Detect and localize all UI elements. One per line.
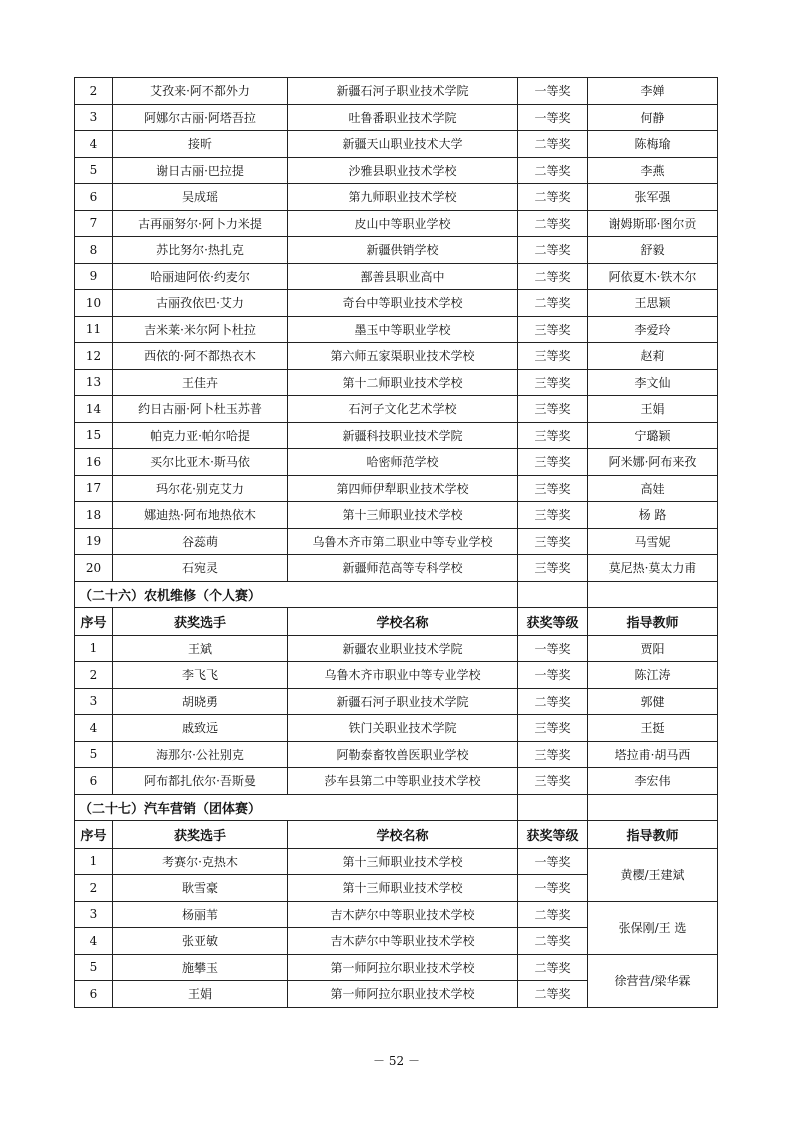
award-level: 二等奖: [518, 981, 588, 1008]
instructor-name: 杨 路: [588, 502, 718, 529]
row-number: 3: [75, 688, 113, 715]
row-number: 15: [75, 422, 113, 449]
award-level: 三等奖: [518, 528, 588, 555]
row-number: 9: [75, 263, 113, 290]
row-number: 6: [75, 768, 113, 795]
table-row: [75, 555, 718, 582]
table-row: [75, 848, 718, 875]
school-name: 新疆石河子职业技术学院: [288, 78, 518, 105]
winner-name: 阿布都扎依尔·吾斯曼: [113, 768, 288, 795]
winner-name: 帕克力亚·帕尔哈提: [113, 422, 288, 449]
award-level: 二等奖: [518, 263, 588, 290]
winner-name: 买尔比亚木·斯马依: [113, 449, 288, 476]
winner-name: 吴成瑶: [113, 184, 288, 211]
school-name: 墨玉中等职业学校: [288, 316, 518, 343]
award-level: 三等奖: [518, 369, 588, 396]
award-level: 二等奖: [518, 184, 588, 211]
column-header: 获奖等级: [518, 821, 588, 849]
school-name: 乌鲁木齐市职业中等专业学校: [288, 662, 518, 689]
winner-name: 古再丽努尔·阿卜力米提: [113, 210, 288, 237]
winner-name: 耿雪豪: [113, 875, 288, 902]
instructor-name: 马雪妮: [588, 528, 718, 555]
row-number: 3: [75, 104, 113, 131]
school-name: 第一师阿拉尔职业技术学校: [288, 954, 518, 981]
table-header-row: [75, 608, 718, 636]
instructor-name: 李燕: [588, 157, 718, 184]
winner-name: 艾孜来·阿不都外力: [113, 78, 288, 105]
instructor-name: 王思颖: [588, 290, 718, 317]
row-number: 2: [75, 875, 113, 902]
winner-name: 海那尔·公社别克: [113, 741, 288, 768]
table-row: [75, 343, 718, 370]
instructor-name: 李文仙: [588, 369, 718, 396]
row-number: 19: [75, 528, 113, 555]
table-row: [75, 78, 718, 105]
row-number: 6: [75, 981, 113, 1008]
award-level: 二等奖: [518, 901, 588, 928]
award-level: 二等奖: [518, 290, 588, 317]
table-row: [75, 316, 718, 343]
row-number: 20: [75, 555, 113, 582]
award-level: 三等奖: [518, 715, 588, 742]
row-number: 13: [75, 369, 113, 396]
page-number: － 52 －: [373, 1054, 420, 1068]
award-level: 三等奖: [518, 422, 588, 449]
section-title: （二十六）农机维修（个人赛）: [75, 581, 518, 608]
winner-name: 西依的·阿不都热衣木: [113, 343, 288, 370]
row-number: 6: [75, 184, 113, 211]
table-header-row: [75, 821, 718, 849]
instructor-name: 贾阳: [588, 635, 718, 662]
table-row: [75, 290, 718, 317]
column-header: 序号: [75, 821, 113, 849]
school-name: 乌鲁木齐市第二职业中等专业学校: [288, 528, 518, 555]
empty-cell: [518, 794, 588, 821]
award-level: 二等奖: [518, 928, 588, 955]
instructor-name: 舒毅: [588, 237, 718, 264]
instructor-name: 赵莉: [588, 343, 718, 370]
winner-name: 杨丽苇: [113, 901, 288, 928]
award-level: 一等奖: [518, 848, 588, 875]
instructor-name: 宁璐颖: [588, 422, 718, 449]
school-name: 吉木萨尔中等职业技术学校: [288, 901, 518, 928]
column-header: 学校名称: [288, 821, 518, 849]
winner-name: 王娟: [113, 981, 288, 1008]
award-level: 三等奖: [518, 741, 588, 768]
school-name: 新疆科技职业技术学院: [288, 422, 518, 449]
instructor-name: 莫尼热·莫太力甫: [588, 555, 718, 582]
empty-cell: [518, 581, 588, 608]
table-row: [75, 210, 718, 237]
winner-name: 李飞飞: [113, 662, 288, 689]
winner-name: 娜迪热·阿布地热依木: [113, 502, 288, 529]
row-number: 7: [75, 210, 113, 237]
winner-name: 约日古丽·阿卜杜玉苏普: [113, 396, 288, 423]
table-row: [75, 901, 718, 928]
award-level: 二等奖: [518, 210, 588, 237]
row-number: 5: [75, 157, 113, 184]
school-name: 奇台中等职业技术学校: [288, 290, 518, 317]
winner-name: 张亚敏: [113, 928, 288, 955]
row-number: 2: [75, 662, 113, 689]
winner-name: 哈丽迪阿依·约麦尔: [113, 263, 288, 290]
winner-name: 王佳卉: [113, 369, 288, 396]
table-row: [75, 688, 718, 715]
school-name: 第十三师职业技术学校: [288, 502, 518, 529]
table-row: [75, 635, 718, 662]
school-name: 第四师伊犁职业技术学校: [288, 475, 518, 502]
team-instructors: 张保刚/王 选: [588, 901, 718, 954]
instructor-name: 张军强: [588, 184, 718, 211]
table-row: [75, 449, 718, 476]
awards-table-body: [75, 78, 718, 1008]
column-header: 获奖选手: [113, 821, 288, 849]
awards-table: [74, 77, 718, 1008]
row-number: 1: [75, 635, 113, 662]
winner-name: 考赛尔·克热木: [113, 848, 288, 875]
winner-name: 王斌: [113, 635, 288, 662]
table-row: [75, 184, 718, 211]
award-level: 二等奖: [518, 237, 588, 264]
school-name: 第十三师职业技术学校: [288, 848, 518, 875]
school-name: 新疆农业职业技术学院: [288, 635, 518, 662]
row-number: 17: [75, 475, 113, 502]
row-number: 4: [75, 715, 113, 742]
winner-name: 玛尔花·别克艾力: [113, 475, 288, 502]
awards-sheet: [74, 77, 717, 1008]
table-row: [75, 396, 718, 423]
winner-name: 苏比努尔·热扎克: [113, 237, 288, 264]
award-level: 一等奖: [518, 104, 588, 131]
award-level: 二等奖: [518, 157, 588, 184]
school-name: 新疆供销学校: [288, 237, 518, 264]
instructor-name: 塔拉甫·胡马西: [588, 741, 718, 768]
school-name: 阿勒泰畜牧兽医职业学校: [288, 741, 518, 768]
winner-name: 谷蕊萌: [113, 528, 288, 555]
instructor-name: 阿米娜·阿布来孜: [588, 449, 718, 476]
instructor-name: 李宏伟: [588, 768, 718, 795]
row-number: 14: [75, 396, 113, 423]
table-row: [75, 715, 718, 742]
school-name: 第十三师职业技术学校: [288, 875, 518, 902]
winner-name: 戚致远: [113, 715, 288, 742]
instructor-name: 王挺: [588, 715, 718, 742]
award-level: 一等奖: [518, 635, 588, 662]
award-level: 一等奖: [518, 875, 588, 902]
school-name: 第六师五家渠职业技术学校: [288, 343, 518, 370]
school-name: 石河子文化艺术学校: [288, 396, 518, 423]
instructor-name: 王娟: [588, 396, 718, 423]
award-level: 一等奖: [518, 662, 588, 689]
table-row: [75, 662, 718, 689]
school-name: 新疆石河子职业技术学院: [288, 688, 518, 715]
empty-cell: [588, 794, 718, 821]
table-row: [75, 768, 718, 795]
school-name: 第十二师职业技术学校: [288, 369, 518, 396]
column-header: 获奖等级: [518, 608, 588, 636]
instructor-name: 陈梅瑜: [588, 131, 718, 158]
instructor-name: 李婵: [588, 78, 718, 105]
award-level: 二等奖: [518, 131, 588, 158]
table-row: [75, 104, 718, 131]
award-level: 一等奖: [518, 78, 588, 105]
instructor-name: 高娃: [588, 475, 718, 502]
row-number: 3: [75, 901, 113, 928]
row-number: 18: [75, 502, 113, 529]
school-name: 鄯善县职业高中: [288, 263, 518, 290]
instructor-name: 阿依夏木·铁木尔: [588, 263, 718, 290]
award-level: 二等奖: [518, 688, 588, 715]
award-level: 三等奖: [518, 343, 588, 370]
school-name: 第九师职业技术学校: [288, 184, 518, 211]
school-name: 铁门关职业技术学院: [288, 715, 518, 742]
team-instructors: 徐营营/梁华霖: [588, 954, 718, 1007]
table-row: [75, 528, 718, 555]
award-level: 三等奖: [518, 555, 588, 582]
winner-name: 接昕: [113, 131, 288, 158]
row-number: 10: [75, 290, 113, 317]
row-number: 12: [75, 343, 113, 370]
row-number: 8: [75, 237, 113, 264]
award-level: 三等奖: [518, 316, 588, 343]
award-level: 三等奖: [518, 768, 588, 795]
instructor-name: 谢姆斯耶·图尔贡: [588, 210, 718, 237]
winner-name: 古丽孜依巴·艾力: [113, 290, 288, 317]
instructor-name: 郭健: [588, 688, 718, 715]
school-name: 莎车县第二中等职业技术学校: [288, 768, 518, 795]
column-header: 序号: [75, 608, 113, 636]
table-row: [75, 157, 718, 184]
row-number: 5: [75, 954, 113, 981]
empty-cell: [588, 581, 718, 608]
award-level: 三等奖: [518, 396, 588, 423]
column-header: 获奖选手: [113, 608, 288, 636]
row-number: 2: [75, 78, 113, 105]
award-level: 三等奖: [518, 502, 588, 529]
winner-name: 石宛灵: [113, 555, 288, 582]
section-title: （二十七）汽车营销（团体赛）: [75, 794, 518, 821]
instructor-name: 陈江涛: [588, 662, 718, 689]
school-name: 哈密师范学校: [288, 449, 518, 476]
school-name: 新疆天山职业技术大学: [288, 131, 518, 158]
section-title-row: [75, 794, 718, 821]
school-name: 沙雅县职业技术学校: [288, 157, 518, 184]
table-row: [75, 237, 718, 264]
row-number: 1: [75, 848, 113, 875]
school-name: 新疆师范高等专科学校: [288, 555, 518, 582]
school-name: 第一师阿拉尔职业技术学校: [288, 981, 518, 1008]
table-row: [75, 422, 718, 449]
winner-name: 施攀玉: [113, 954, 288, 981]
row-number: 11: [75, 316, 113, 343]
instructor-name: 何静: [588, 104, 718, 131]
table-row: [75, 369, 718, 396]
table-row: [75, 475, 718, 502]
row-number: 4: [75, 928, 113, 955]
row-number: 5: [75, 741, 113, 768]
school-name: 皮山中等职业学校: [288, 210, 518, 237]
school-name: 吉木萨尔中等职业技术学校: [288, 928, 518, 955]
table-row: [75, 131, 718, 158]
team-instructors: 黄樱/王建斌: [588, 848, 718, 901]
award-level: 二等奖: [518, 954, 588, 981]
winner-name: 胡晓勇: [113, 688, 288, 715]
award-level: 三等奖: [518, 449, 588, 476]
column-header: 指导教师: [588, 821, 718, 849]
column-header: 学校名称: [288, 608, 518, 636]
table-row: [75, 263, 718, 290]
row-number: 16: [75, 449, 113, 476]
table-row: [75, 502, 718, 529]
instructor-name: 李爱玲: [588, 316, 718, 343]
column-header: 指导教师: [588, 608, 718, 636]
winner-name: 吉米莱·米尔阿卜杜拉: [113, 316, 288, 343]
winner-name: 谢日古丽·巴拉提: [113, 157, 288, 184]
table-row: [75, 954, 718, 981]
row-number: 4: [75, 131, 113, 158]
school-name: 吐鲁番职业技术学院: [288, 104, 518, 131]
winner-name: 阿娜尔古丽·阿塔吾拉: [113, 104, 288, 131]
award-level: 三等奖: [518, 475, 588, 502]
table-row: [75, 741, 718, 768]
section-title-row: [75, 581, 718, 608]
